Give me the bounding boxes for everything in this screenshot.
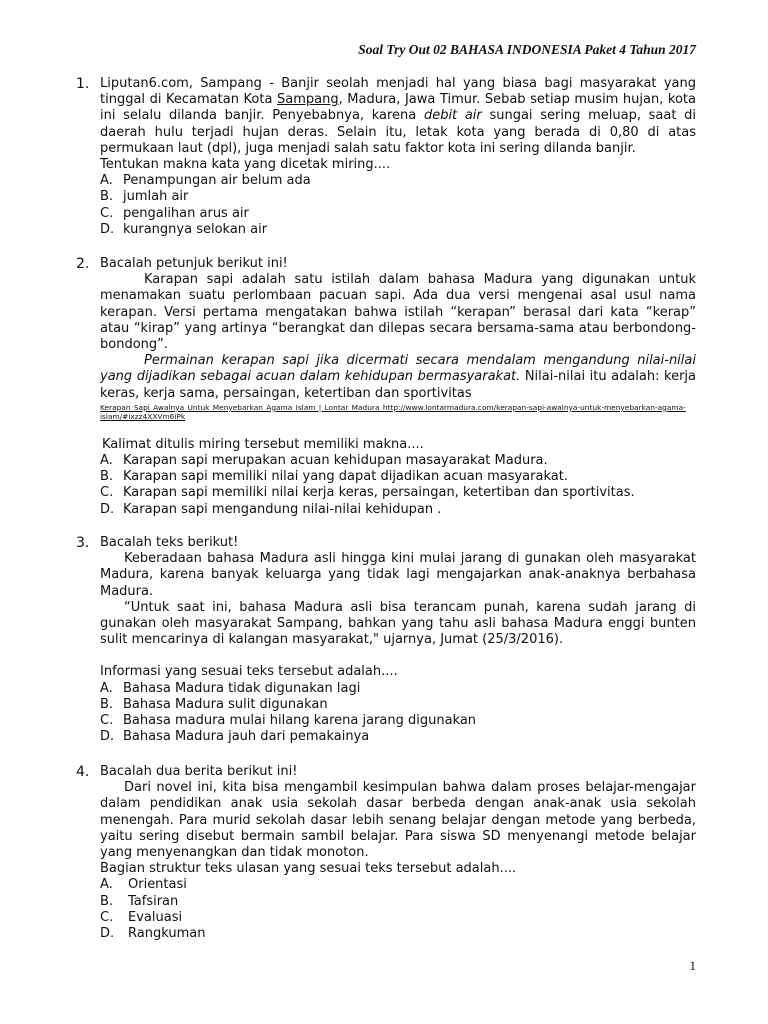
question-passage: Dari novel ini, kita bisa mengambil kesimpulan bahwa dalam proses belajar-mengajar dalam pendidikan anak usia sekolah dasar berbeda dengan anak-anak usia sekolah menengah. Para murid sekolah dasar lebih senang belajar dengan metode yang berbeda, yaitu sering disebut bermain sambil belajar. Para siswa SD menyenangi metode belajar yang menyenangkan dan tidak monoton.	[100, 780, 696, 861]
option-c[interactable]	[100, 206, 696, 222]
option-a[interactable]	[100, 173, 696, 189]
option-letter: D.	[100, 926, 115, 942]
option-letter: C.	[100, 205, 114, 221]
option-letter: B.	[100, 189, 114, 205]
italic-sentence: Permainan kerapan sapi jika dicermati secara mendalam mengandung nilai-nilai yang dijadikan sebagai acuan dalam kehidupan bermasyarakat.	[100, 353, 696, 385]
question-passage	[100, 76, 696, 157]
option-d[interactable]	[100, 502, 696, 518]
option-text: Bahasa Madura jauh dari pemakainya	[123, 729, 370, 745]
question-intro: Bacalah dua berita berikut ini!	[100, 764, 298, 779]
option-letter: C.	[100, 909, 114, 925]
option-letter: D.	[100, 221, 115, 237]
option-d[interactable]	[100, 926, 696, 942]
option-b[interactable]	[100, 469, 696, 485]
option-letter: C.	[100, 485, 114, 501]
option-letter: B.	[100, 469, 114, 485]
question-passage	[100, 353, 696, 402]
underlined-word: Sampang	[276, 92, 339, 108]
passage-text: , Madura, Jawa Timur. Sebab setiap musim hujan, kota ini selalu dilanda banjir. Penyebabnya, karena	[100, 92, 696, 124]
option-text: Bahasa Madura tidak digunakan lagi	[123, 680, 361, 696]
option-text: kurangnya selokan air	[123, 221, 268, 237]
option-text: Karapan sapi mengandung nilai-nilai kehidupan .	[123, 501, 442, 517]
question-passage: Keberadaan bahasa Madura asli hingga kini mulai jarang di gunakan oleh masyarakat Madura, karena banyak keluarga yang tidak lagi mengajarkan anak-anaknya berbahasa Madura.	[100, 551, 696, 599]
option-text: Orientasi	[128, 877, 187, 893]
option-a[interactable]	[100, 681, 696, 697]
question-intro: Bacalah petunjuk berikut ini!	[100, 256, 288, 271]
option-d[interactable]	[100, 222, 696, 238]
option-text: Bahasa madura mulai hilang karena jarang digunakan	[123, 713, 477, 729]
document-header: Soal Try Out 02 BAHASA INDONESIA Paket 4 Tahun 2017	[358, 42, 696, 57]
option-text: jumlah air	[123, 189, 189, 205]
page-number: 1	[689, 958, 696, 973]
question-intro: Bacalah teks berikut!	[100, 535, 239, 550]
option-letter: D.	[100, 501, 115, 517]
option-b[interactable]	[100, 894, 696, 910]
option-c[interactable]	[100, 713, 696, 729]
option-letter: B.	[100, 696, 114, 712]
question-2	[76, 256, 696, 518]
option-text: Tafsiran	[128, 893, 179, 909]
question-prompt: Informasi yang sesuai teks tersebut adalah....	[100, 664, 398, 680]
question-number: 2.	[76, 256, 90, 272]
options-list	[100, 173, 696, 238]
question-prompt: Kalimat ditulis miring tersebut memiliki makna....	[102, 436, 424, 452]
passage-text: Liputan6.com, Sampang - Banjir seolah menjadi hal yang biasa bagi masyarakat yang tinggal di Kecamatan Kota	[100, 76, 696, 108]
question-4	[76, 764, 696, 942]
question-1	[76, 76, 696, 238]
option-letter: D.	[100, 729, 115, 745]
options-list	[100, 877, 696, 942]
option-letter: A.	[100, 453, 113, 469]
question-number: 3.	[76, 535, 90, 551]
option-a[interactable]	[100, 453, 696, 469]
option-letter: A.	[100, 173, 113, 189]
option-c[interactable]	[100, 910, 696, 926]
question-number: 4.	[76, 764, 90, 780]
options-list	[100, 453, 696, 518]
option-b[interactable]	[100, 189, 696, 205]
italic-phrase: debit air	[423, 108, 482, 124]
option-letter: C.	[100, 713, 114, 729]
option-text: Evaluasi	[128, 909, 183, 925]
option-text: Bahasa Madura sulit digunakan	[123, 696, 328, 712]
passage-text: Nilai-nilai itu adalah: kerja keras, kerja sama, persaingan, ketertiban dan sportivitas	[100, 369, 697, 401]
question-passage: Karapan sapi adalah satu istilah dalam bahasa Madura yang digunakan untuk menamakan suatu perlombaan pacuan sapi. Ada dua versi mengenai asal usul nama kerapan. Versi pertama mengatakan bahwa istilah “kerapan” berasal dari kata “kerap” atau “kirap” yang artinya “berangkat dan dilepas secara bersama-sama atau berbondong-bondong”.	[100, 272, 696, 353]
passage-text: sungai sering meluap, saat di daerah hulu terjadi hujan deras. Selain itu, letak kota yang berada di 0,80 di atas permukaan laut (dpl), juga menjadi salah satu faktor kota ini sering dilanda banjir.	[100, 108, 696, 156]
option-text: Karapan sapi merupakan acuan kehidupan masayarakat Madura.	[123, 453, 548, 469]
option-letter: A.	[100, 680, 113, 696]
option-a[interactable]	[100, 877, 696, 893]
option-d[interactable]	[100, 729, 696, 745]
option-text: pengalihan arus air	[123, 205, 249, 221]
option-text: Karapan sapi memiliki nilai kerja keras, persaingan, ketertiban dan sportivitas.	[123, 485, 635, 501]
option-text: Karapan sapi memiliki nilai yang dapat dijadikan acuan masyarakat.	[123, 469, 568, 485]
option-letter: B.	[100, 893, 114, 909]
question-3	[76, 535, 696, 745]
option-text: Penampungan air belum ada	[123, 173, 311, 189]
options-list	[100, 681, 696, 746]
option-b[interactable]	[100, 697, 696, 713]
option-text: Rangkuman	[128, 926, 206, 942]
source-link[interactable]: Kerapan Sapi Awalnya Untuk Menyebarkan Agama Islam | Lontar Madura http://www.lontarmadura.com/kerapan-sapi-awalnya-untuk-menyebarkan-agama-islam/#ixzz4XXVm6iPk	[100, 402, 686, 421]
question-prompt: Tentukan makna kata yang dicetak miring....	[100, 157, 391, 173]
option-letter: A.	[100, 877, 113, 893]
question-number: 1.	[76, 76, 90, 92]
question-passage: “Untuk saat ini, bahasa Madura asli bisa terancam punah, karena sudah jarang di gunakan oleh masyarakat Sampang, bahkan yang tahu asli bahasa Madura enggi bunten sulit mencarinya di kalangan masyarakat," ujarnya, Jumat (25/3/2016).	[100, 599, 696, 648]
question-prompt: Bagian struktur teks ulasan yang sesuai teks tersebut adalah....	[100, 861, 517, 877]
option-c[interactable]	[100, 485, 696, 501]
